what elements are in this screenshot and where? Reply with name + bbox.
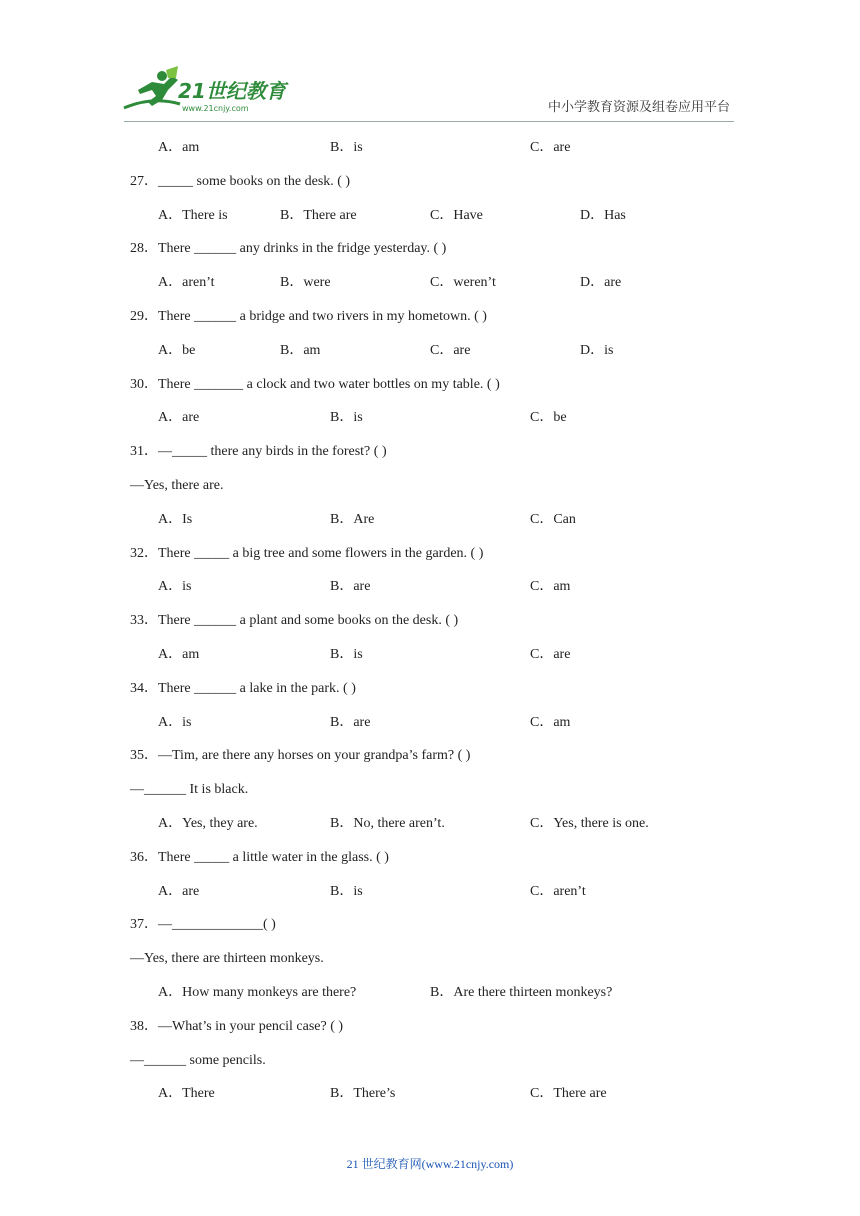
question-line: —______ some pencils.: [130, 1053, 266, 1068]
question-line: 37．—_____________( ): [130, 917, 276, 932]
running-figure-icon: [124, 66, 180, 108]
answer-option: A．How many monkeys are there?: [158, 985, 357, 1000]
answer-option: C．are: [430, 343, 471, 358]
header-divider: [124, 121, 734, 122]
answer-option: C．weren’t: [430, 275, 496, 290]
answer-option: C．There are: [530, 1086, 607, 1101]
question-line: 30．There _______ a clock and two water bottles on my table. ( ): [130, 377, 500, 392]
question-line: 33．There ______ a plant and some books on the desk. ( ): [130, 613, 459, 628]
answer-option: A．Yes, they are.: [158, 816, 258, 831]
answer-option: C．Have: [430, 208, 483, 223]
question-line: 38．—What’s in your pencil case? ( ): [130, 1019, 344, 1034]
answer-option: B．are: [330, 715, 371, 730]
answer-option: B．am: [280, 343, 321, 358]
question-line: 36．There _____ a little water in the glass. ( ): [130, 850, 389, 865]
answer-option: C．Can: [530, 512, 576, 527]
question-line: 31．—_____ there any birds in the forest? ( ): [130, 444, 387, 459]
answer-option: C．Yes, there is one.: [530, 816, 649, 831]
question-line: —Yes, there are.: [130, 478, 224, 493]
answer-option: A．aren’t: [158, 275, 215, 290]
page-header: [0, 0, 860, 125]
answer-option: C．am: [530, 579, 571, 594]
answer-option: A．is: [158, 579, 192, 594]
answer-option: C．are: [530, 140, 571, 155]
answer-option: B．Are: [330, 512, 375, 527]
answer-option: B．There’s: [330, 1086, 396, 1101]
answer-option: C．be: [530, 410, 567, 425]
answer-option: A．am: [158, 140, 200, 155]
answer-option: A．is: [158, 715, 192, 730]
question-line: —______ It is black.: [130, 782, 249, 797]
question-line: 29．There ______ a bridge and two rivers in my hometown. ( ): [130, 309, 487, 324]
answer-option: D．Has: [580, 208, 626, 223]
logo-text: 21世纪教育: [178, 79, 286, 103]
answer-option: C．are: [530, 647, 571, 662]
answer-option: B．are: [330, 579, 371, 594]
logo-subtext: www.21cnjy.com: [182, 104, 249, 113]
answer-option: D．is: [580, 343, 614, 358]
platform-name: 中小学教育资源及组卷应用平台: [547, 100, 730, 115]
answer-option: A．are: [158, 884, 200, 899]
answer-option: A．am: [158, 647, 200, 662]
question-line: —Yes, there are thirteen monkeys.: [130, 951, 324, 966]
question-line: 34．There ______ a lake in the park. ( ): [130, 681, 356, 696]
answer-option: C．aren’t: [530, 884, 586, 899]
answer-option: B．is: [330, 410, 363, 425]
answer-option: B．were: [280, 275, 331, 290]
answer-option: B．is: [330, 647, 363, 662]
question-line: 32．There _____ a big tree and some flowers in the garden. ( ): [130, 546, 484, 561]
answer-option: A．There: [158, 1086, 215, 1101]
answer-option: A．be: [158, 343, 196, 358]
answer-option: A．There is: [158, 208, 228, 223]
answer-option: A．are: [158, 410, 200, 425]
logo: [122, 66, 292, 116]
answer-option: B．is: [330, 140, 363, 155]
answer-option: B．No, there aren’t.: [330, 816, 445, 831]
answer-option: A．Is: [158, 512, 193, 527]
answer-option: B．is: [330, 884, 363, 899]
question-line: 35．—Tim, are there any horses on your grandpa’s farm? ( ): [130, 748, 471, 763]
question-line: 28．There ______ any drinks in the fridge yesterday. ( ): [130, 241, 447, 256]
answer-option: C．am: [530, 715, 571, 730]
answer-option: B．There are: [280, 208, 357, 223]
answer-option: D．are: [580, 275, 622, 290]
question-line: 27．_____ some books on the desk. ( ): [130, 174, 351, 189]
page-footer: 21 世纪教育网(www.21cnjy.com): [346, 1157, 514, 1171]
answer-option: B．Are there thirteen monkeys?: [430, 985, 613, 1000]
